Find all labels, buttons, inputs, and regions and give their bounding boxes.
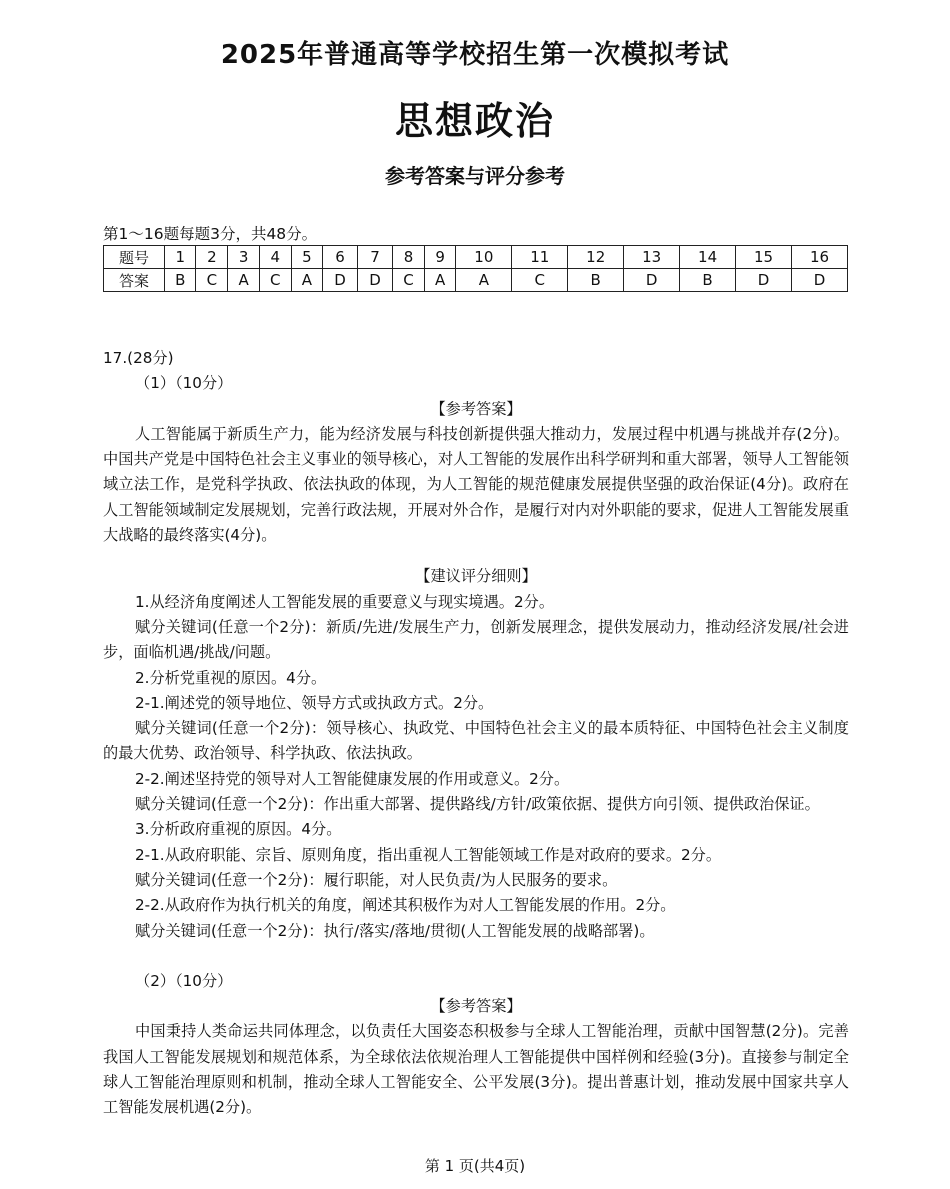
answer-cell: C: [512, 269, 568, 292]
question-number: 9: [425, 246, 456, 269]
q17-part2-ref-text: 中国秉持人类命运共同体理念，以负责任大国姿态积极参与全球人工智能治理，贡献中国智慧(2分)。完善我国人工智能发展规划和规范体系，为全球依法依规治理人工智能提供中国样例和经验(3分)。直接参与制定全球人工智能治理原则和机制，推动全球人工智能安全、公平发展(3分)。提出普惠计划，推动发展中国家共享人工智能发展机遇(2分)。: [103, 1022, 849, 1117]
question-number-row: [104, 246, 848, 269]
rubric-item: 赋分关键词(任意一个2分)：新质/先进/发展生产力，创新发展理念，提供发展动力，推动经济发展/社会进步，面临机遇/挑战/问题。: [103, 617, 849, 662]
question-number: 4: [259, 246, 291, 269]
subject-title: 思想政治: [394, 99, 555, 143]
rubric-item: 赋分关键词(任意一个2分)：执行/落实/落地/贯彻(人工智能发展的战略部署)。: [135, 921, 655, 940]
answer-cell: B: [568, 269, 624, 292]
rubric-item: 赋分关键词(任意一个2分)：作出重大部署、提供路线/方针/政策依据、提供方向引领、提供政治保证。: [135, 795, 820, 814]
rubric-item: 2-1.阐述党的领导地位、领导方式或执政方式。2分。: [135, 693, 494, 712]
answer-cell: C: [259, 269, 291, 292]
q17-part1-ref-label: 【参考答案】: [430, 399, 522, 418]
answer-cell: B: [680, 269, 736, 292]
mc-intro: 第1～16题每题3分，共48分。: [103, 225, 318, 243]
answer-cell: C: [196, 269, 228, 292]
q17-part1-heading: （1）（10分）: [135, 374, 233, 393]
spacer: [103, 548, 849, 564]
answer-cell: A: [425, 269, 456, 292]
row-label-number: 题号: [104, 246, 165, 269]
answer-table: [103, 245, 848, 292]
row-label-answer: 答案: [104, 269, 165, 292]
answer-row: [104, 269, 848, 292]
answer-cell: D: [791, 269, 847, 292]
question-number: 16: [791, 246, 847, 269]
answer-cell: A: [228, 269, 259, 292]
answer-cell: D: [323, 269, 358, 292]
q17-part1-rubric-label: 【建议评分细则】: [415, 567, 537, 586]
rubric-item: 1.从经济角度阐述人工智能发展的重要意义与现实境遇。2分。: [135, 592, 555, 611]
answer-cell: D: [736, 269, 792, 292]
question-number: 12: [568, 246, 624, 269]
answer-cell: C: [393, 269, 425, 292]
spacer: [103, 944, 849, 969]
question-number: 15: [736, 246, 792, 269]
q17-heading: 17.(28分): [103, 349, 174, 367]
answer-cell: A: [291, 269, 322, 292]
answer-cell: A: [456, 269, 512, 292]
q17-part1-ref-text: 人工智能属于新质生产力，能为经济发展与科技创新提供强大推动力，发展过程中机遇与挑战并存(2分)。中国共产党是中国特色社会主义事业的领导核心，对人工智能的发展作出科学研判和重大部署，领导人工智能领域立法工作，是党科学执政、依法执政的体现，为人工智能的规范健康发展提供坚强的政治保证(4分)。政府在人工智能领域制定发展规划，完善行政法规，开展对外合作，是履行对内对外职能的要求，促进人工智能发展重大战略的最终落实(4分)。: [103, 424, 849, 545]
rubric-item: 赋分关键词(任意一个2分)：履行职能，对人民负责/为人民服务的要求。: [135, 870, 618, 889]
question-number: 7: [358, 246, 393, 269]
answer-cell: D: [358, 269, 393, 292]
q17-section: [103, 346, 849, 1121]
answer-cell: D: [624, 269, 680, 292]
rubric-item: 2-2.阐述坚持党的领导对人工智能健康发展的作用或意义。2分。: [135, 769, 570, 788]
rubric-item: 赋分关键词(任意一个2分)：领导核心、执政党、中国特色社会主义的最本质特征、中国特色社会主义制度的最大优势、政治领导、科学执政、依法执政。: [103, 719, 849, 763]
question-number: 3: [228, 246, 259, 269]
exam-title: 2025年普通高等学校招生第一次模拟考试: [220, 40, 730, 70]
q17-part2-ref-label: 【参考答案】: [430, 997, 522, 1016]
question-number: 11: [512, 246, 568, 269]
answer-subtitle: 参考答案与评分参考: [385, 164, 565, 188]
question-number: 13: [624, 246, 680, 269]
answer-cell: B: [165, 269, 196, 292]
rubric-item: 2.分析党重视的原因。4分。: [135, 668, 327, 687]
rubric-item: 2-2.从政府作为执行机关的角度，阐述其积极作为对人工智能发展的作用。2分。: [135, 896, 676, 915]
question-number: 1: [165, 246, 196, 269]
question-number: 10: [456, 246, 512, 269]
rubric-item: 3.分析政府重视的原因。4分。: [135, 820, 342, 839]
question-number: 5: [291, 246, 322, 269]
question-number: 2: [196, 246, 228, 269]
question-number: 14: [680, 246, 736, 269]
q17-part2-heading: （2）（10分）: [135, 971, 233, 990]
page-footer: 第 1 页(共4页): [424, 1157, 526, 1175]
rubric-item: 2-1.从政府职能、宗旨、原则角度，指出重视人工智能领域工作是对政府的要求。2分。: [135, 845, 722, 864]
question-number: 8: [393, 246, 425, 269]
question-number: 6: [323, 246, 358, 269]
